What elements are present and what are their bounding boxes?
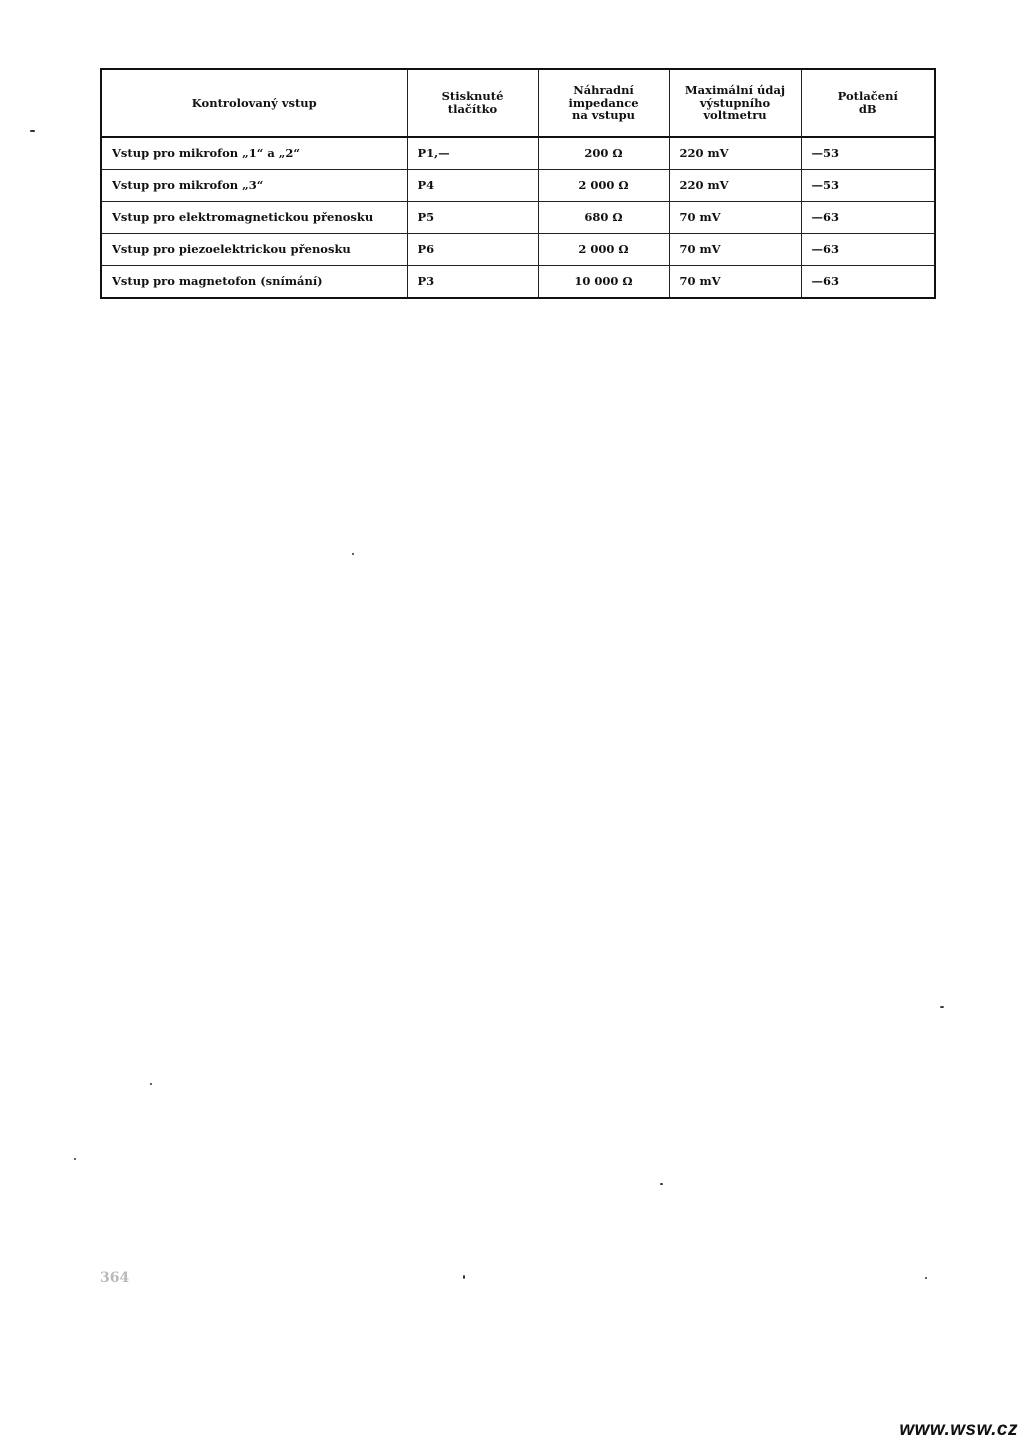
cell-voltmeter: 220 mV: [669, 170, 801, 202]
watermark: www.wsw.cz: [899, 1419, 1018, 1440]
table-row: [101, 266, 935, 299]
cell-button: P4: [407, 170, 538, 202]
header-kontrolovany-vstup: Kontrolovaný vstup: [101, 69, 407, 137]
table-row: [101, 170, 935, 202]
cell-impedance: 680 Ω: [538, 202, 669, 234]
cell-input: Vstup pro elektromagnetickou přenosku: [101, 202, 407, 234]
cell-impedance: 2 000 Ω: [538, 170, 669, 202]
cell-attenuation: —63: [801, 234, 935, 266]
cell-voltmeter: 70 mV: [669, 202, 801, 234]
scan-speck: [30, 130, 35, 132]
cell-impedance: 10 000 Ω: [538, 266, 669, 299]
cell-button: P6: [407, 234, 538, 266]
cell-input: Vstup pro magnetofon (snímání): [101, 266, 407, 299]
cell-button: P5: [407, 202, 538, 234]
header-stisknute-tlacitko: Stisknuté tlačítko: [407, 69, 538, 137]
header-potlaceni-db: Potlačení dB: [801, 69, 935, 137]
scan-speck: [74, 1158, 76, 1160]
table-header-row: [101, 69, 935, 137]
scan-speck: [352, 553, 354, 555]
cell-attenuation: —63: [801, 202, 935, 234]
measurement-table: [100, 68, 936, 299]
header-maximalni-udaj: Maximální údaj výstupního voltmetru: [669, 69, 801, 137]
cell-input: Vstup pro piezoelektrickou přenosku: [101, 234, 407, 266]
scan-speck: [150, 1083, 152, 1085]
header-nahradni-impedance: Náhradní impedance na vstupu: [538, 69, 669, 137]
cell-input: Vstup pro mikrofon „3“: [101, 170, 407, 202]
cell-attenuation: —53: [801, 170, 935, 202]
page-number: 364: [100, 1270, 130, 1286]
cell-voltmeter: 220 mV: [669, 137, 801, 170]
cell-impedance: 200 Ω: [538, 137, 669, 170]
cell-button: P1,—: [407, 137, 538, 170]
cell-voltmeter: 70 mV: [669, 266, 801, 299]
cell-input: Vstup pro mikrofon „1“ a „2“: [101, 137, 407, 170]
scan-speck: [925, 1277, 927, 1279]
scan-speck: [940, 1006, 944, 1008]
cell-impedance: 2 000 Ω: [538, 234, 669, 266]
cell-button: P3: [407, 266, 538, 299]
scan-speck: [660, 1183, 663, 1185]
cell-attenuation: —63: [801, 266, 935, 299]
table-row: [101, 137, 935, 170]
scan-speck: [463, 1275, 465, 1279]
table-row: [101, 202, 935, 234]
cell-attenuation: —53: [801, 137, 935, 170]
table-row: [101, 234, 935, 266]
cell-voltmeter: 70 mV: [669, 234, 801, 266]
